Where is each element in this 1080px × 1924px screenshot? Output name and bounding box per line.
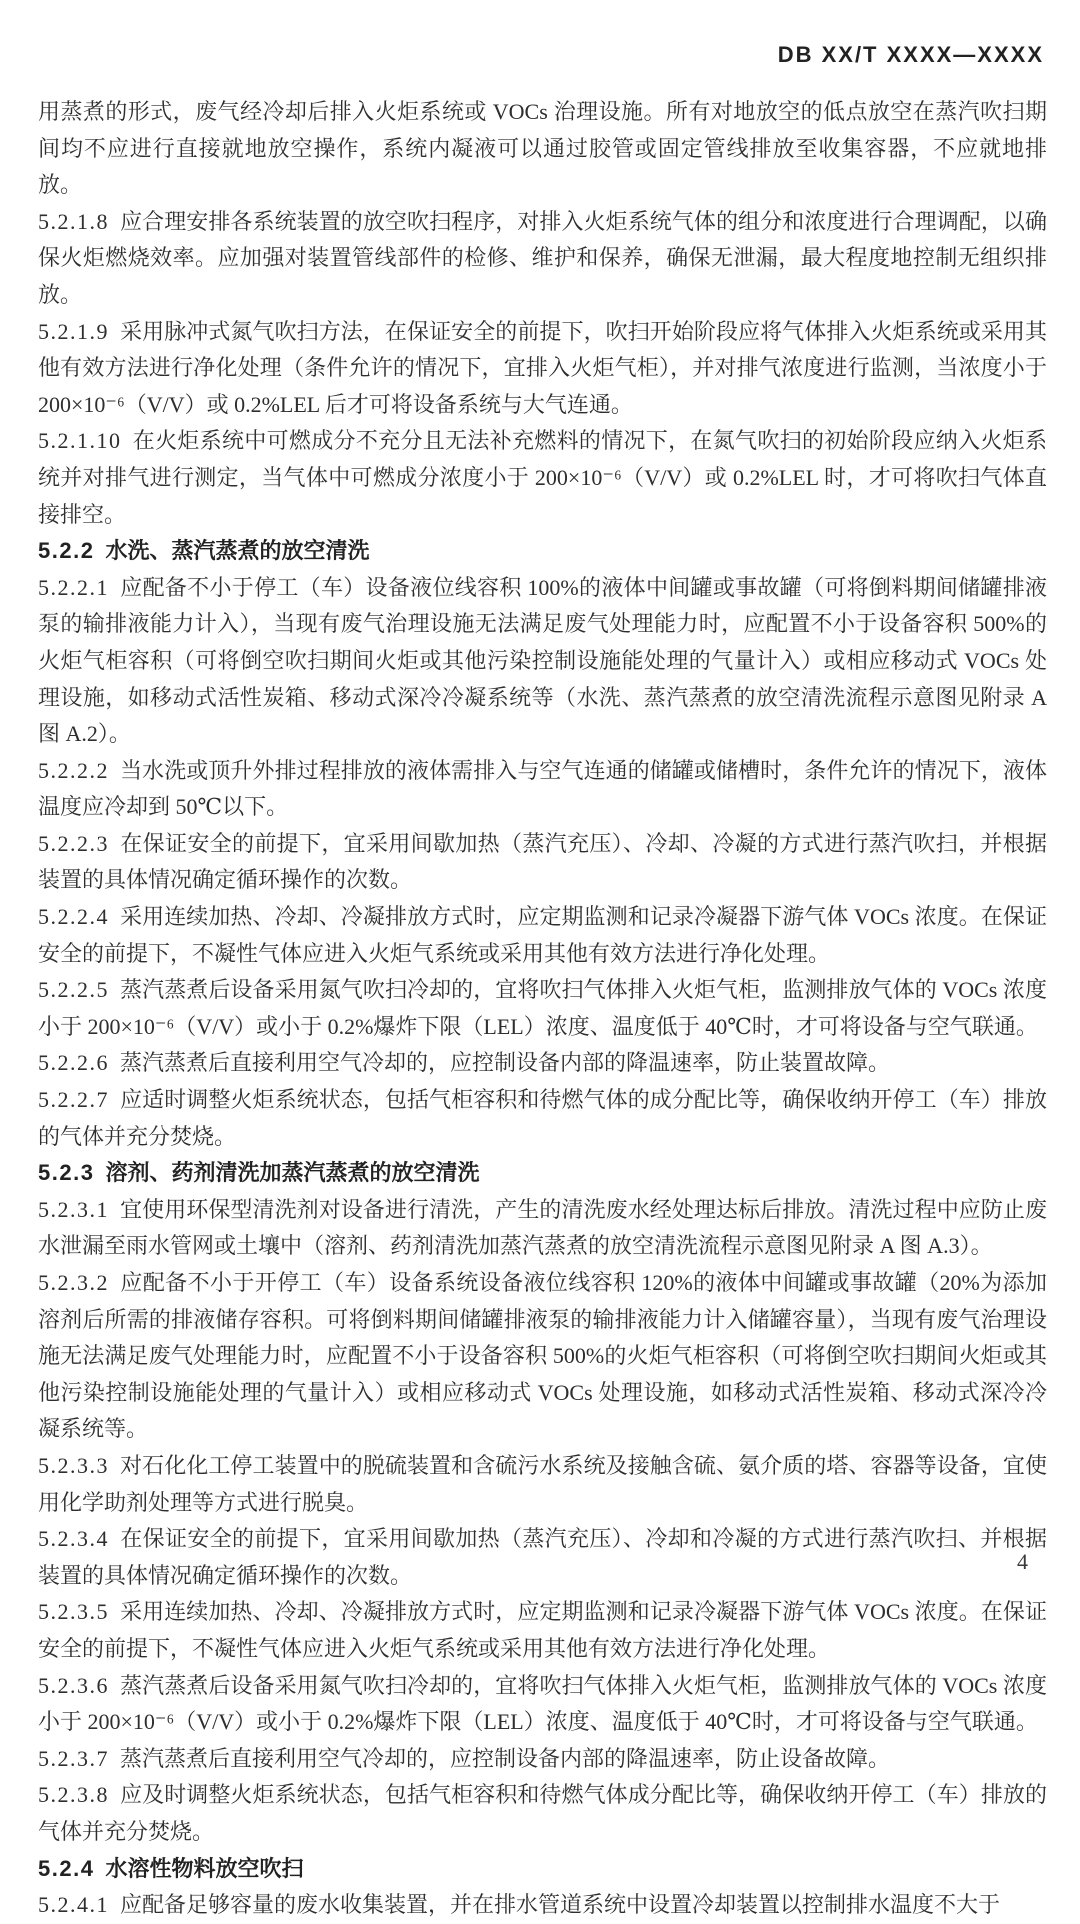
clause-text: 应适时调整火炬系统状态，包括气柜容积和待燃气体的成分配比等，确保收纳开停工（车）排放的气体并充分焚烧。 <box>38 1087 1047 1149</box>
clause-number: 5.2.1.10 <box>38 428 122 454</box>
clause-text: 在保证安全的前提下，宜采用间歇加热（蒸汽充压）、冷却、冷凝的方式进行蒸汽吹扫，并根据装置的具体情况确定循环操作的次数。 <box>38 830 1047 893</box>
clause-text: 当水洗或顶升外排过程排放的液体需排入与空气连通的储罐或储槽时，条件允许的情况下，液体温度应冷却到 50℃以下。 <box>38 757 1047 820</box>
clause-paragraph <box>38 1448 1047 1521</box>
clause-text: 采用脉冲式氮气吹扫方法，在保证安全的前提下，吹扫开始阶段应将气体排入火炬系统或采用其他有效方法进行净化处理（条件允许的情况下，宜排入火炬气柜），并对排气浓度进行监测，当浓度小于 200×10⁻⁶（V/V）或 0.2%LEL 后才可将设备系统与大气连通。 <box>38 318 1047 417</box>
clause-number: 5.2.3 <box>38 1160 95 1186</box>
clause-paragraph <box>38 1741 1047 1778</box>
clause-paragraph <box>38 1521 1047 1594</box>
clause-number: 5.2.2.5 <box>38 977 109 1003</box>
page-footer <box>1017 1549 1028 1575</box>
clause-number: 5.2.4 <box>38 1855 95 1881</box>
clause-paragraph <box>38 570 1047 753</box>
clause-paragraph <box>38 1082 1047 1155</box>
clause-text: 应配备不小于开停工（车）设备系统设备液位线容积 120%的液体中间罐或事故罐（20%为添加溶剂后所需的排液储存容积。可将倒料期间储罐排液泵的输排液能力计入储罐容量），当现有废气治理设施无法满足废气处理能力时，应配置不小于设备容积 500%的火炬气柜容积（可将倒空吹扫期间火炬或其他污染控制设施能处理的气量计入）或相应移动式 VOCs 处理设施，如移动式活性炭箱、移动式深冷冷凝系统等。 <box>38 1270 1047 1442</box>
clause-text: 用蒸煮的形式，废气经冷却后排入火炬系统或 VOCs 治理设施。所有对地放空的低点放空在蒸汽吹扫期间均不应进行直接就地放空操作，系统内凝液可以通过胶管或固定管线排放至收集容器，不应就地排放。 <box>38 99 1047 198</box>
clause-paragraph <box>38 314 1047 424</box>
clause-paragraph <box>38 1887 1047 1924</box>
clause-paragraph <box>38 94 1047 204</box>
clause-paragraph <box>38 1045 1047 1082</box>
clause-number: 5.2.3.1 <box>38 1196 109 1222</box>
clause-number: 5.2.3.2 <box>38 1270 109 1295</box>
clause-text: 蒸汽蒸煮后设备采用氮气吹扫冷却的，宜将吹扫气体排入火炬气柜，监测排放气体的 VOCs 浓度小于 200×10⁻⁶（V/V）或小于 0.2%爆炸下限（LEL）浓度、温度低于 40℃时，才可将设备与空气联通。 <box>38 1672 1047 1735</box>
clause-number: 5.2.2.6 <box>38 1050 109 1076</box>
clause-number: 5.2.3.4 <box>38 1526 109 1552</box>
heading-text: 水溶性物料放空吹扫 <box>105 1855 304 1881</box>
clause-text: 采用连续加热、冷却、冷凝排放方式时，应定期监测和记录冷凝器下游气体 VOCs 浓度。在保证安全的前提下，不凝性气体应进入火炬气系统或采用其他有效方法进行净化处理。 <box>38 904 1047 966</box>
clause-paragraph <box>38 1668 1047 1741</box>
document-body <box>38 94 1047 1924</box>
clause-text: 宜使用环保型清洗剂对设备进行清洗，产生的清洗废水经处理达标后排放。清洗过程中应防止废水泄漏至雨水管网或土壤中（溶剂、药剂清洗加蒸汽蒸煮的放空清洗流程示意图见附录 A 图 A.3）。 <box>38 1196 1047 1259</box>
clause-paragraph <box>38 204 1047 314</box>
clause-paragraph <box>38 899 1047 972</box>
clause-text: 采用连续加热、冷却、冷凝排放方式时，应定期监测和记录冷凝器下游气体 VOCs 浓度。在保证安全的前提下，不凝性气体应进入火炬气系统或采用其他有效方法进行净化处理。 <box>38 1599 1047 1661</box>
clause-text: 对石化化工停工装置中的脱硫装置和含硫污水系统及接触含硫、氨介质的塔、容器等设备，宜使用化学助剂处理等方式进行脱臭。 <box>38 1452 1047 1515</box>
section-heading <box>38 533 1047 570</box>
clause-text: 应合理安排各系统装置的放空吹扫程序，对排入火炬系统气体的组分和浓度进行合理调配，以确保火炬燃烧效率。应加强对装置管线部件的检修、维护和保养，确保无泄漏，最大程度地控制无组织排放。 <box>38 208 1047 307</box>
clause-number: 5.2.3.3 <box>38 1452 109 1478</box>
clause-text: 蒸汽蒸煮后直接利用空气冷却的，应控制设备内部的降温速率，防止装置故障。 <box>120 1050 891 1076</box>
clause-number: 5.2.2 <box>38 538 95 564</box>
heading-text: 溶剂、药剂清洗加蒸汽蒸煮的放空清洗 <box>105 1160 480 1186</box>
clause-paragraph <box>38 423 1047 533</box>
clause-paragraph <box>38 753 1047 826</box>
clause-text: 应配备不小于停工（车）设备液位线容积 100%的液体中间罐或事故罐（可将倒料期间储罐排液泵的输排液能力计入），当现有废气治理设施无法满足废气处理能力时，应配置不小于设备容积 500%的火炬气柜容积（可将倒空吹扫期间火炬或其他污染控制设施能处理的气量计入）或相应移动式 VOCs 处理设施，如移动式活性炭箱、移动式深冷冷凝系统等（水洗、蒸汽蒸煮的放空清洗流程示意图见附录 A 图 A.2）。 <box>38 574 1047 747</box>
clause-text: 应及时调整火炬系统状态，包括气柜容积和待燃气体成分配比等，确保收纳开停工（车）排放的气体并充分焚烧。 <box>38 1782 1047 1844</box>
clause-number: 5.2.1.8 <box>38 208 109 234</box>
page-number: 4 <box>1017 1549 1028 1574</box>
heading-text: 水洗、蒸汽蒸煮的放空清洗 <box>105 538 370 564</box>
clause-number: 5.2.2.2 <box>38 757 109 783</box>
clause-paragraph <box>38 1594 1047 1667</box>
clause-paragraph <box>38 826 1047 899</box>
clause-number: 5.2.1.9 <box>38 318 109 344</box>
clause-text: 在保证安全的前提下，宜采用间歇加热（蒸汽充压）、冷却和冷凝的方式进行蒸汽吹扫、并根据装置的具体情况确定循环操作的次数。 <box>38 1526 1047 1588</box>
page-header <box>778 42 1044 68</box>
clause-number: 5.2.3.7 <box>38 1745 109 1771</box>
clause-text: 应配备足够容量的废水收集装置，并在排水管道系统中设置冷却装置以控制排水温度不大于 <box>120 1892 1001 1918</box>
clause-text: 蒸汽蒸煮后直接利用空气冷却的，应控制设备内部的降温速率，防止设备故障。 <box>120 1745 891 1771</box>
clause-paragraph <box>38 1265 1047 1448</box>
clause-number: 5.2.3.5 <box>38 1599 109 1625</box>
clause-text: 在火炬系统中可燃成分不充分且无法补充燃料的情况下，在氮气吹扫的初始阶段应纳入火炬系统并对排气进行测定，当气体中可燃成分浓度小于 200×10⁻⁶（V/V）或 0.2%LEL 时，才可将吹扫气体直接排空。 <box>38 428 1047 527</box>
clause-text: 蒸汽蒸煮后设备采用氮气吹扫冷却的，宜将吹扫气体排入火炬气柜，监测排放气体的 VOCs 浓度小于 200×10⁻⁶（V/V）或小于 0.2%爆炸下限（LEL）浓度、温度低于 40℃时，才可将设备与空气联通。 <box>38 977 1047 1039</box>
clause-paragraph <box>38 1777 1047 1850</box>
clause-paragraph <box>38 972 1047 1045</box>
clause-paragraph <box>38 1192 1047 1265</box>
clause-number: 5.2.3.8 <box>38 1782 109 1808</box>
clause-number: 5.2.2.3 <box>38 830 109 856</box>
clause-number: 5.2.2.4 <box>38 904 109 930</box>
section-heading <box>38 1851 1047 1888</box>
clause-number: 5.2.2.7 <box>38 1087 109 1113</box>
standard-code: DB XX/T XXXX—XXXX <box>777 42 1044 67</box>
clause-number: 5.2.2.1 <box>38 574 109 600</box>
clause-number: 5.2.3.6 <box>38 1672 109 1698</box>
clause-number: 5.2.4.1 <box>38 1892 109 1918</box>
section-heading <box>38 1155 1047 1192</box>
